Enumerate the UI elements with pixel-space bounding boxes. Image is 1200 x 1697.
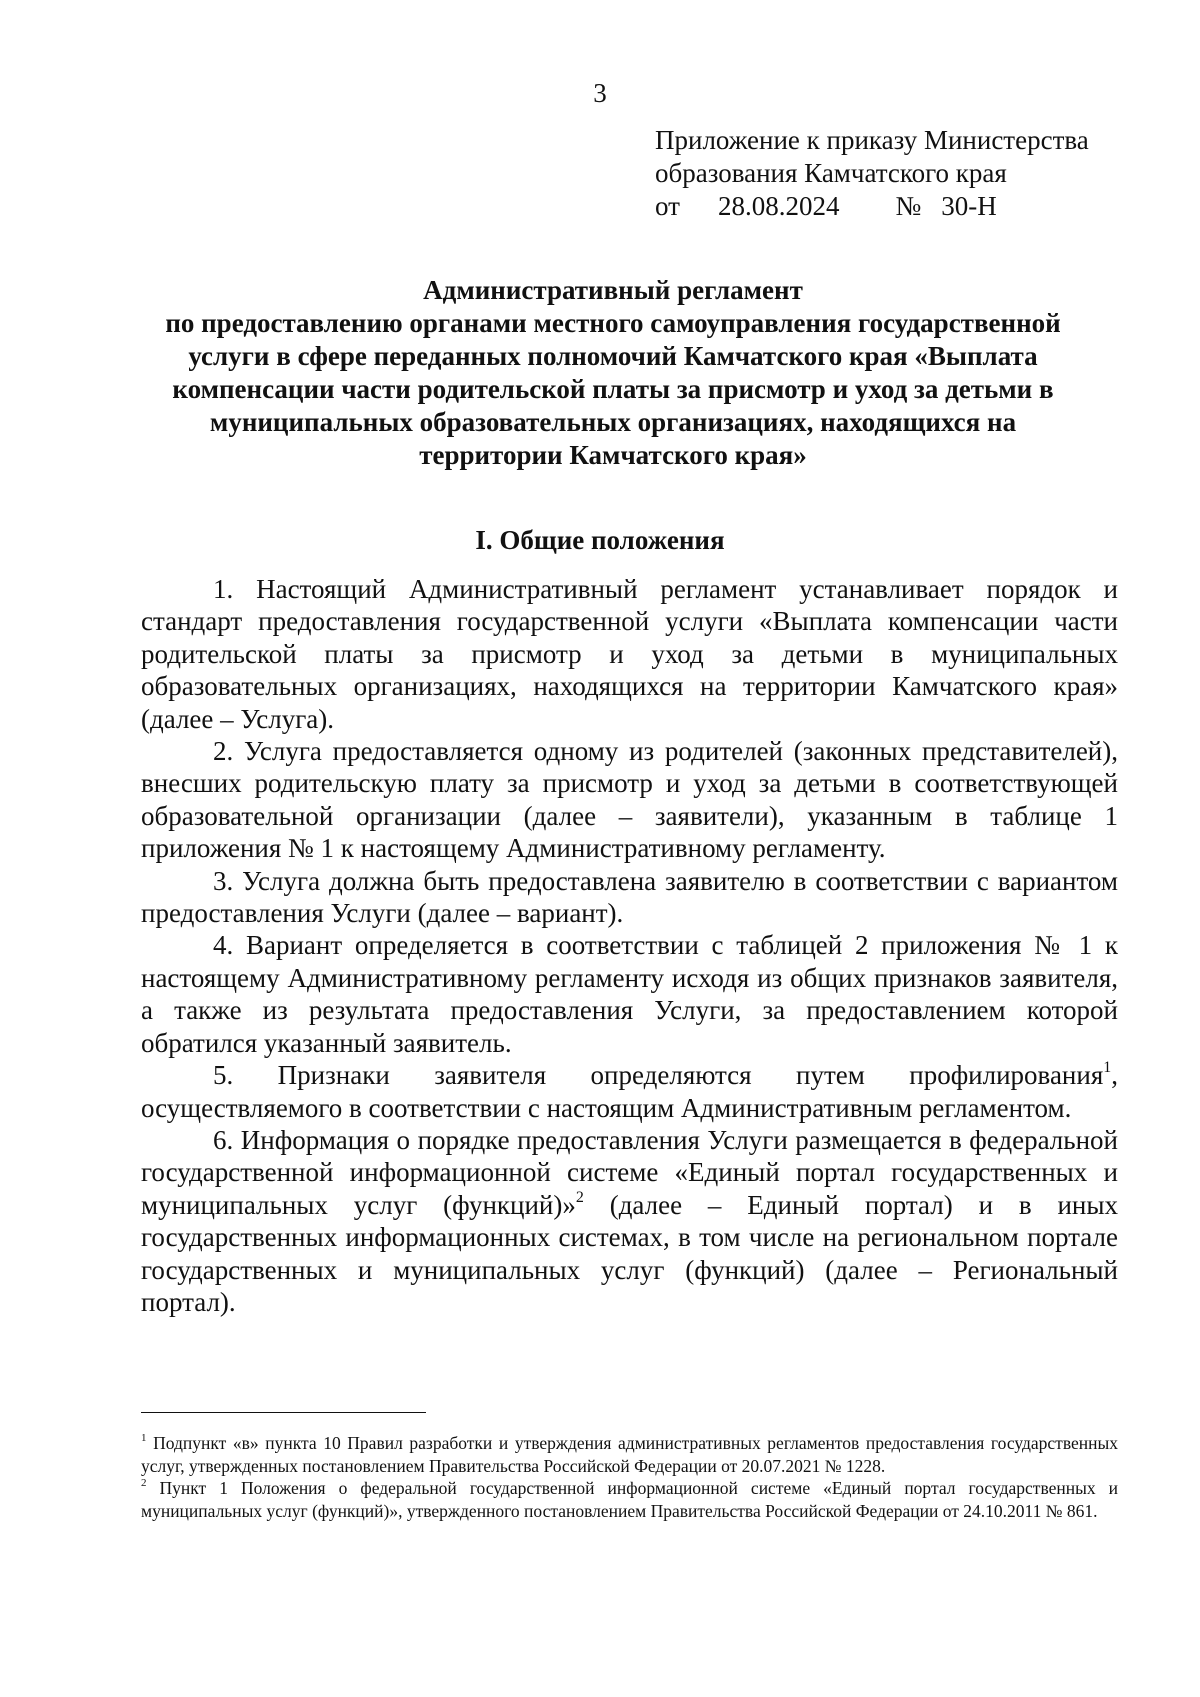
approval-number: 30-Н	[941, 191, 997, 221]
footnote-ref-1[interactable]: 1	[1103, 1059, 1112, 1077]
paragraph-1: 1. Настоящий Административный регламент устанавливает порядок и стандарт предоставления государственной услуги «Выплата компенсации части родительской платы за присмотр и уход за детьми в муниципальных образовательных организациях, находящихся на территории Камчатского края» (далее – Услуга).	[141, 574, 1118, 734]
paragraph-5	[141, 1059, 1118, 1124]
approval-number-sign: №	[895, 191, 922, 221]
footnotes	[141, 1432, 1118, 1522]
title-line: территории Камчатского края»	[419, 440, 807, 470]
approval-block	[655, 124, 1125, 223]
document-body	[141, 573, 1118, 1318]
title-line: муниципальных образовательных организациях, находящихся на	[209, 407, 1017, 437]
approval-date-number-row	[655, 190, 1125, 223]
title-line: компенсации части родительской платы за присмотр и уход за детьми в	[172, 374, 1054, 404]
title-line: по предоставлению органами местного самоуправления государственной	[165, 308, 1061, 338]
approval-line-2: образования Камчатского края	[655, 158, 1007, 188]
paragraph-6	[141, 1124, 1118, 1318]
approval-date: 28.08.2024	[717, 191, 840, 221]
paragraph-5-text-end: , осуществляемого в соответствии с настоящим Административным регламентом.	[141, 1060, 1118, 1123]
footnote-1-marker: 1	[141, 1432, 147, 1445]
title-line: Административный регламент	[423, 275, 803, 305]
paragraph-6-text: 6. Информация о порядке предоставления Услуги размещается в федеральной государственной информационной системе «Единый портал государственных и муниципальных услуг (функций)»	[141, 1124, 1118, 1220]
footnote-divider	[141, 1412, 426, 1413]
footnote-ref-2[interactable]: 2	[575, 1188, 584, 1206]
page-number: 3	[593, 78, 607, 108]
footnote-2	[141, 1477, 1118, 1522]
paragraph-3: 3. Услуга должна быть предоставлена заявителю в соответствии с вариантом предоставления Услуги (далее – вариант).	[141, 865, 1118, 929]
approval-from-label: от	[655, 191, 680, 221]
approval-line-1: Приложение к приказу Министерства	[655, 125, 1089, 155]
footnote-2-text: Пункт 1 Положения о федеральной государственной информационной системе «Единый портал государственных и муниципальных услуг (функций)», утвержденного постановлением Правительства Российской Федерации от 24.10.2011 № 861.	[141, 1478, 1118, 1521]
document-title	[130, 274, 1096, 472]
title-line: услуги в сфере переданных полномочий Камчатского края «Выплата	[188, 341, 1038, 371]
footnote-2-marker: 2	[141, 1477, 147, 1490]
section-heading: I. Общие положения	[475, 525, 725, 555]
paragraph-2: 2. Услуга предоставляется одному из родителей (законных представителей), внесших родительскую плату за присмотр и уход за детьми в соответствующей образовательной организации (далее – заявители), указанным в таблице 1 приложения № 1 к настоящему Административному регламенту.	[141, 736, 1118, 864]
footnote-1	[141, 1432, 1118, 1477]
paragraph-4: 4. Вариант определяется в соответствии с таблицей 2 приложения № 1 к настоящему Административному регламенту исходя из общих признаков заявителя, а также из результата предоставления Услуги, за предоставлением которой обратился указанный заявитель.	[141, 930, 1118, 1058]
footnote-1-text: Подпункт «в» пункта 10 Правил разработки и утверждения административных регламентов предоставления государственных услуг, утвержденных постановлением Правительства Российской Федерации от 20.07.2021 № 1228.	[141, 1433, 1118, 1476]
paragraph-6-text-end: (далее – Единый портал) и в иных государственных информационных системах, в том числе на региональном портале государственных и муниципальных услуг (функций) (далее – Региональный портал).	[141, 1189, 1118, 1317]
paragraph-5-text: 5. Признаки заявителя определяются путем профилирования	[213, 1060, 1104, 1091]
